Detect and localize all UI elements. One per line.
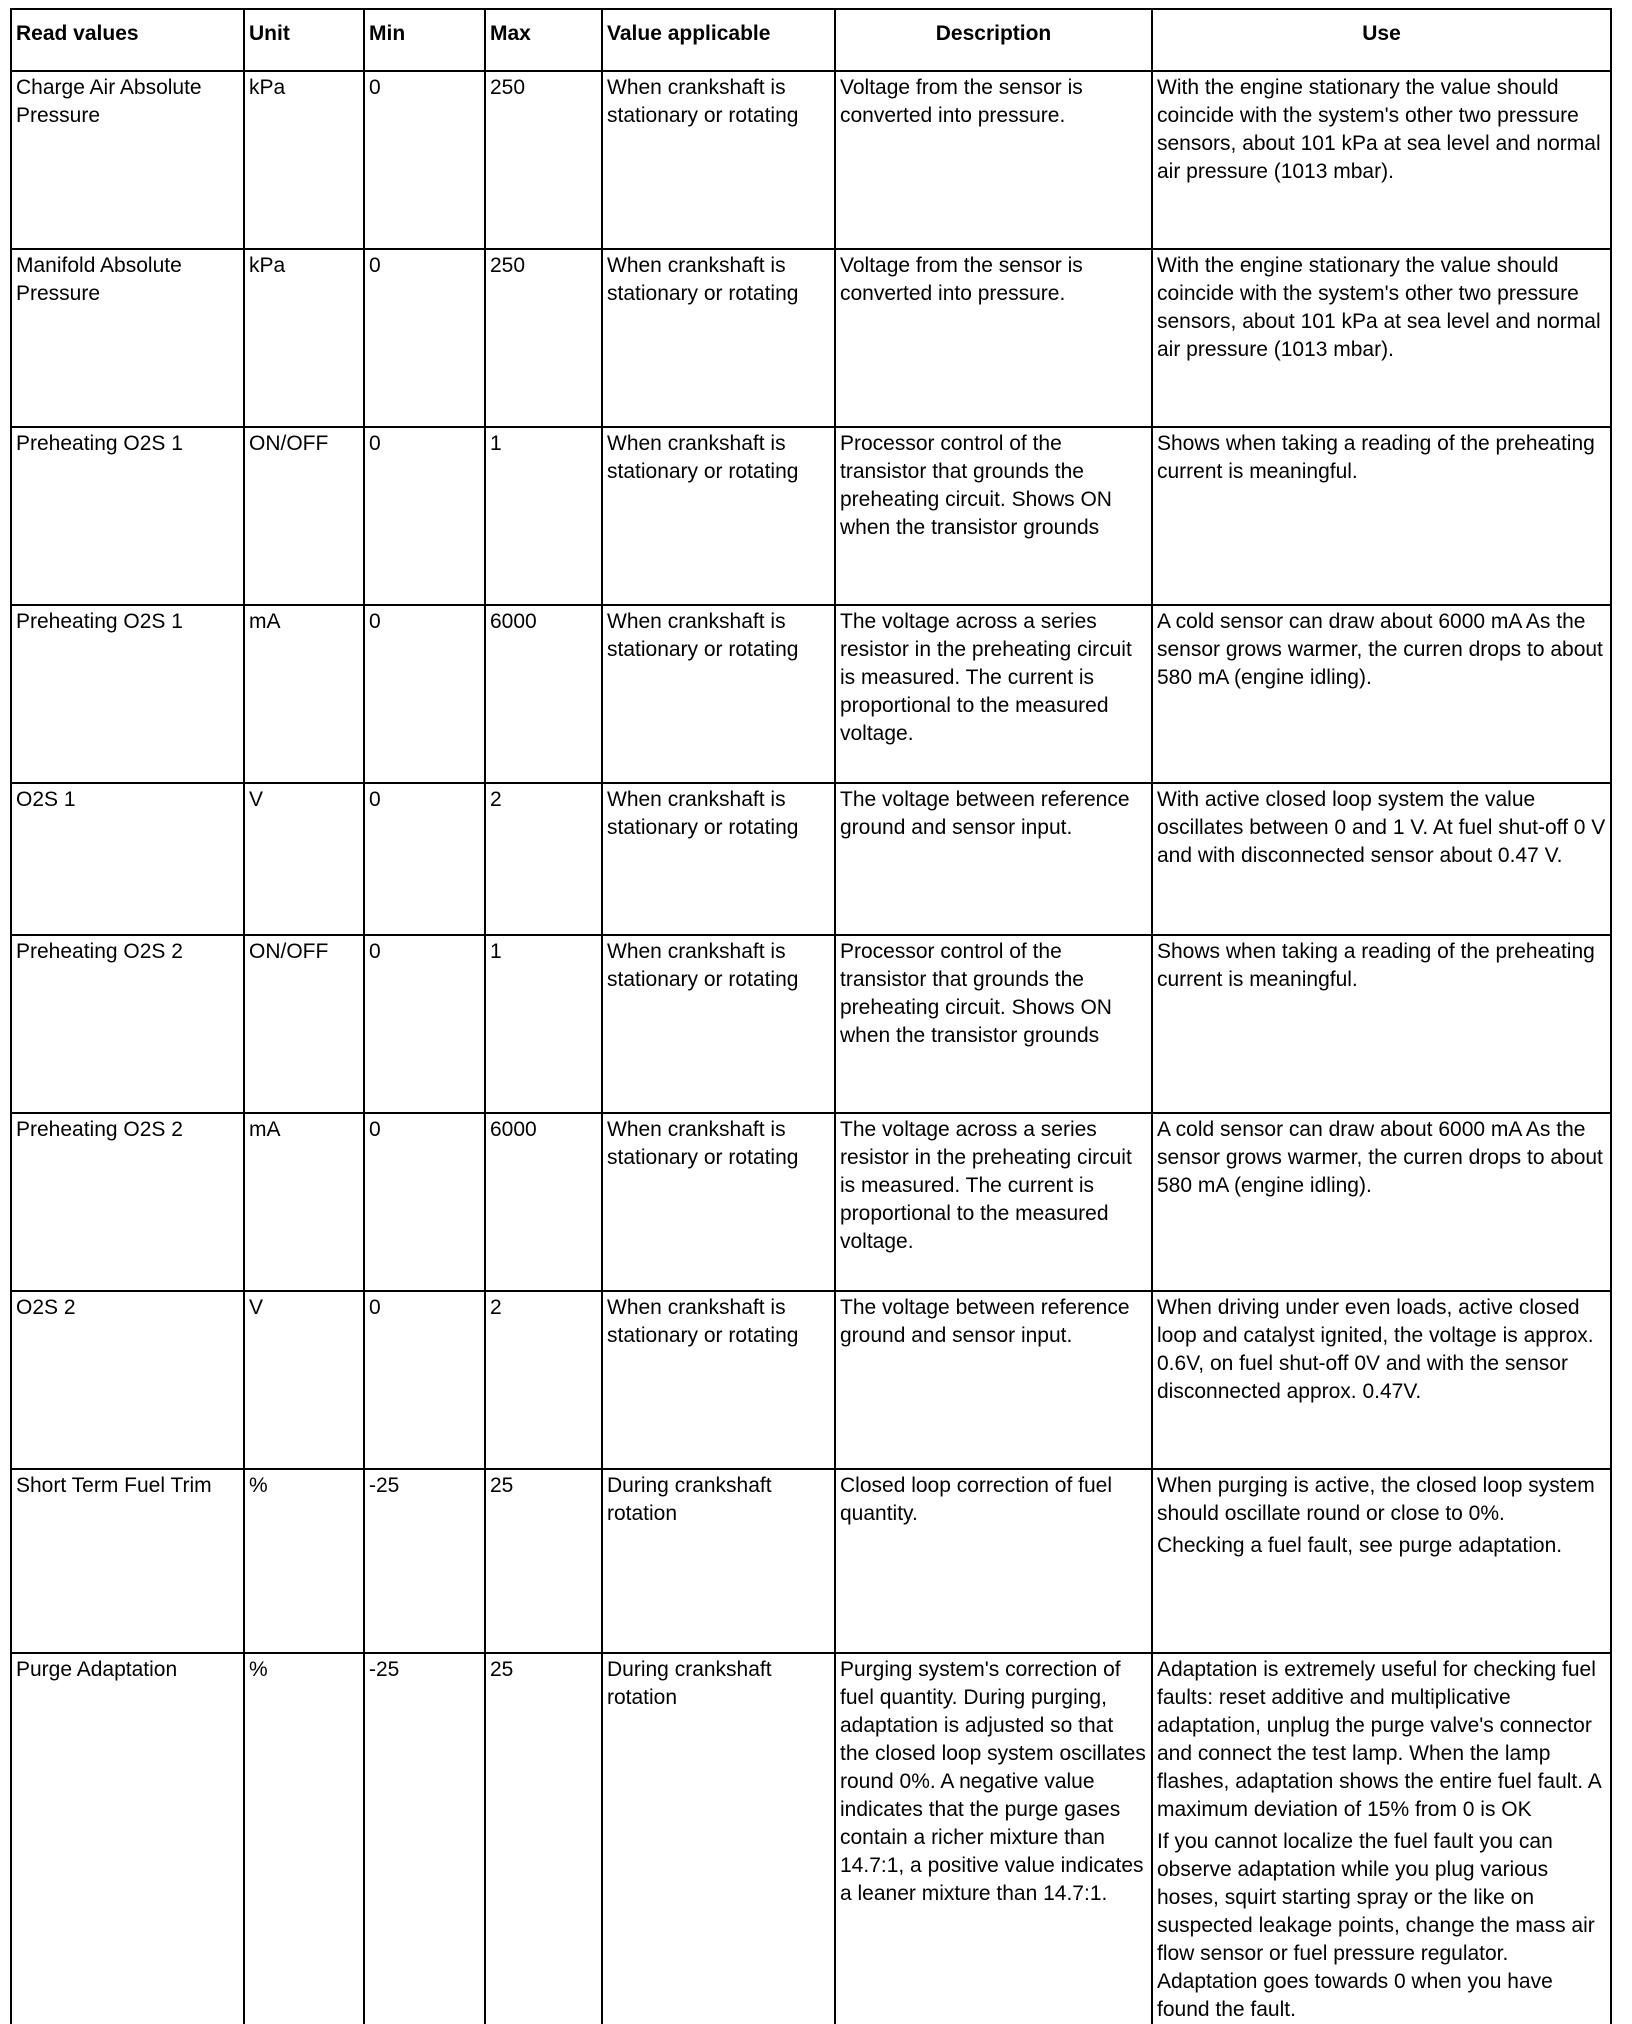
cell-min: 0 [364,249,485,427]
header-description: Description [835,9,1152,71]
cell-description: Voltage from the sensor is converted into pressure. [835,249,1152,427]
cell-use [1152,783,1611,935]
cell-value-applicable: When crankshaft is stationary or rotating [602,71,835,249]
table-row [11,1113,1611,1291]
use-paragraph: A cold sensor can draw about 6000 mA As the sensor grows warmer, the curren drops to about 580 mA (engine idling). [1157,610,1603,689]
use-paragraph: With active closed loop system the value oscillates between 0 and 1 V. At fuel shut-off 0 V and with disconnected sensor about 0.47 V. [1157,788,1606,867]
cell-unit: kPa [244,71,364,249]
use-paragraph: A cold sensor can draw about 6000 mA As the sensor grows warmer, the curren drops to about 580 mA (engine idling). [1157,1118,1603,1197]
document-page [10,8,1610,2024]
cell-read-value: Preheating O2S 1 [11,427,244,605]
cell-description: Purging system's correction of fuel quantity. During purging, adaptation is adjusted so that the closed loop system oscillates round 0%. A negative value indicates that the purge gases contain a richer mixture than 14.7:1, a positive value indicates a leaner mixture than 14.7:1. [835,1653,1152,2024]
cell-value-applicable: During crankshaft rotation [602,1469,835,1653]
cell-unit: % [244,1653,364,2024]
cell-unit: % [244,1469,364,1653]
table-row [11,1469,1611,1653]
cell-max: 6000 [485,605,602,783]
cell-read-value: Charge Air Absolute Pressure [11,71,244,249]
use-paragraph: Checking a fuel fault, see purge adaptation. [1157,1534,1563,1557]
cell-read-value: Preheating O2S 2 [11,935,244,1113]
read-values-table [10,8,1612,2024]
cell-description: The voltage across a series resistor in the preheating circuit is measured. The current is proportional to the measured voltage. [835,1113,1152,1291]
cell-use [1152,605,1611,783]
cell-read-value: Purge Adaptation [11,1653,244,2024]
cell-value-applicable: When crankshaft is stationary or rotating [602,249,835,427]
cell-min: 0 [364,783,485,935]
cell-description: The voltage between reference ground and sensor input. [835,1291,1152,1469]
cell-read-value: Manifold Absolute Pressure [11,249,244,427]
cell-unit: ON/OFF [244,427,364,605]
cell-min: 0 [364,1113,485,1291]
cell-max: 250 [485,71,602,249]
cell-use [1152,427,1611,605]
use-paragraph: Adaptation is extremely useful for checking fuel faults: reset additive and multiplicative adaptation, unplug the purge valve's connector and connect the test lamp. When the lamp flashes, adaptation shows the entire fuel fault. A maximum deviation of 15% from 0 is OK [1157,1658,1601,1821]
use-paragraph: Shows when taking a reading of the preheating current is meaningful. [1157,940,1595,991]
use-paragraph: With the engine stationary the value should coincide with the system's other two pressure sensors, about 101 kPa at sea level and normal air pressure (1013 mbar). [1157,254,1601,361]
cell-value-applicable: When crankshaft is stationary or rotating [602,427,835,605]
header-unit: Unit [244,9,364,71]
cell-description: Voltage from the sensor is converted into pressure. [835,71,1152,249]
use-paragraph: When driving under even loads, active closed loop and catalyst ignited, the voltage is approx. 0.6V, on fuel shut-off 0V and with the sensor disconnected approx. 0.47V. [1157,1296,1594,1403]
cell-description: Processor control of the transistor that grounds the preheating circuit. Shows ON when the transistor grounds [835,935,1152,1113]
cell-read-value: O2S 2 [11,1291,244,1469]
header-value-applicable: Value applicable [602,9,835,71]
cell-description: The voltage between reference ground and sensor input. [835,783,1152,935]
cell-value-applicable: When crankshaft is stationary or rotating [602,1113,835,1291]
cell-min: -25 [364,1653,485,2024]
cell-max: 1 [485,935,602,1113]
cell-max: 2 [485,1291,602,1469]
cell-read-value: Preheating O2S 1 [11,605,244,783]
cell-use [1152,1113,1611,1291]
cell-use [1152,249,1611,427]
table-row [11,605,1611,783]
cell-unit: ON/OFF [244,935,364,1113]
cell-max: 25 [485,1469,602,1653]
table-row [11,427,1611,605]
table-row [11,1291,1611,1469]
header-use: Use [1152,9,1611,71]
table-row [11,783,1611,935]
cell-description: Processor control of the transistor that grounds the preheating circuit. Shows ON when the transistor grounds [835,427,1152,605]
cell-max: 1 [485,427,602,605]
cell-min: 0 [364,605,485,783]
cell-min: 0 [364,935,485,1113]
table-row [11,71,1611,249]
cell-value-applicable: When crankshaft is stationary or rotating [602,783,835,935]
cell-use [1152,1653,1611,2024]
header-max: Max [485,9,602,71]
header-read-values: Read values [11,9,244,71]
cell-unit: V [244,1291,364,1469]
cell-min: 0 [364,427,485,605]
cell-unit: V [244,783,364,935]
cell-read-value: Short Term Fuel Trim [11,1469,244,1653]
table-row [11,249,1611,427]
cell-unit: mA [244,605,364,783]
use-paragraph: If you cannot localize the fuel fault you can observe adaptation while you plug various hoses, squirt starting spray or the like on suspected leakage points, change the mass air flow sensor or fuel pressure regulator. Adaptation goes towards 0 when you have found the fault. [1157,1830,1595,2021]
cell-use [1152,1469,1611,1653]
table-header-row [11,9,1611,71]
cell-value-applicable: When crankshaft is stationary or rotating [602,605,835,783]
cell-value-applicable: When crankshaft is stationary or rotating [602,935,835,1113]
cell-max: 6000 [485,1113,602,1291]
cell-read-value: Preheating O2S 2 [11,1113,244,1291]
cell-max: 250 [485,249,602,427]
table-row [11,1653,1611,2024]
use-paragraph: When purging is active, the closed loop system should oscillate round or close to 0%. [1157,1474,1595,1525]
cell-description: The voltage across a series resistor in the preheating circuit is measured. The current is proportional to the measured voltage. [835,605,1152,783]
cell-min: 0 [364,1291,485,1469]
table-row [11,935,1611,1113]
cell-min: 0 [364,71,485,249]
cell-max: 25 [485,1653,602,2024]
cell-use [1152,935,1611,1113]
cell-min: -25 [364,1469,485,1653]
cell-read-value: O2S 1 [11,783,244,935]
cell-use [1152,71,1611,249]
use-paragraph: Shows when taking a reading of the preheating current is meaningful. [1157,432,1595,483]
cell-description: Closed loop correction of fuel quantity. [835,1469,1152,1653]
cell-unit: mA [244,1113,364,1291]
cell-unit: kPa [244,249,364,427]
use-paragraph: With the engine stationary the value should coincide with the system's other two pressure sensors, about 101 kPa at sea level and normal air pressure (1013 mbar). [1157,76,1601,183]
header-min: Min [364,9,485,71]
cell-use [1152,1291,1611,1469]
cell-max: 2 [485,783,602,935]
cell-value-applicable: During crankshaft rotation [602,1653,835,2024]
cell-value-applicable: When crankshaft is stationary or rotating [602,1291,835,1469]
